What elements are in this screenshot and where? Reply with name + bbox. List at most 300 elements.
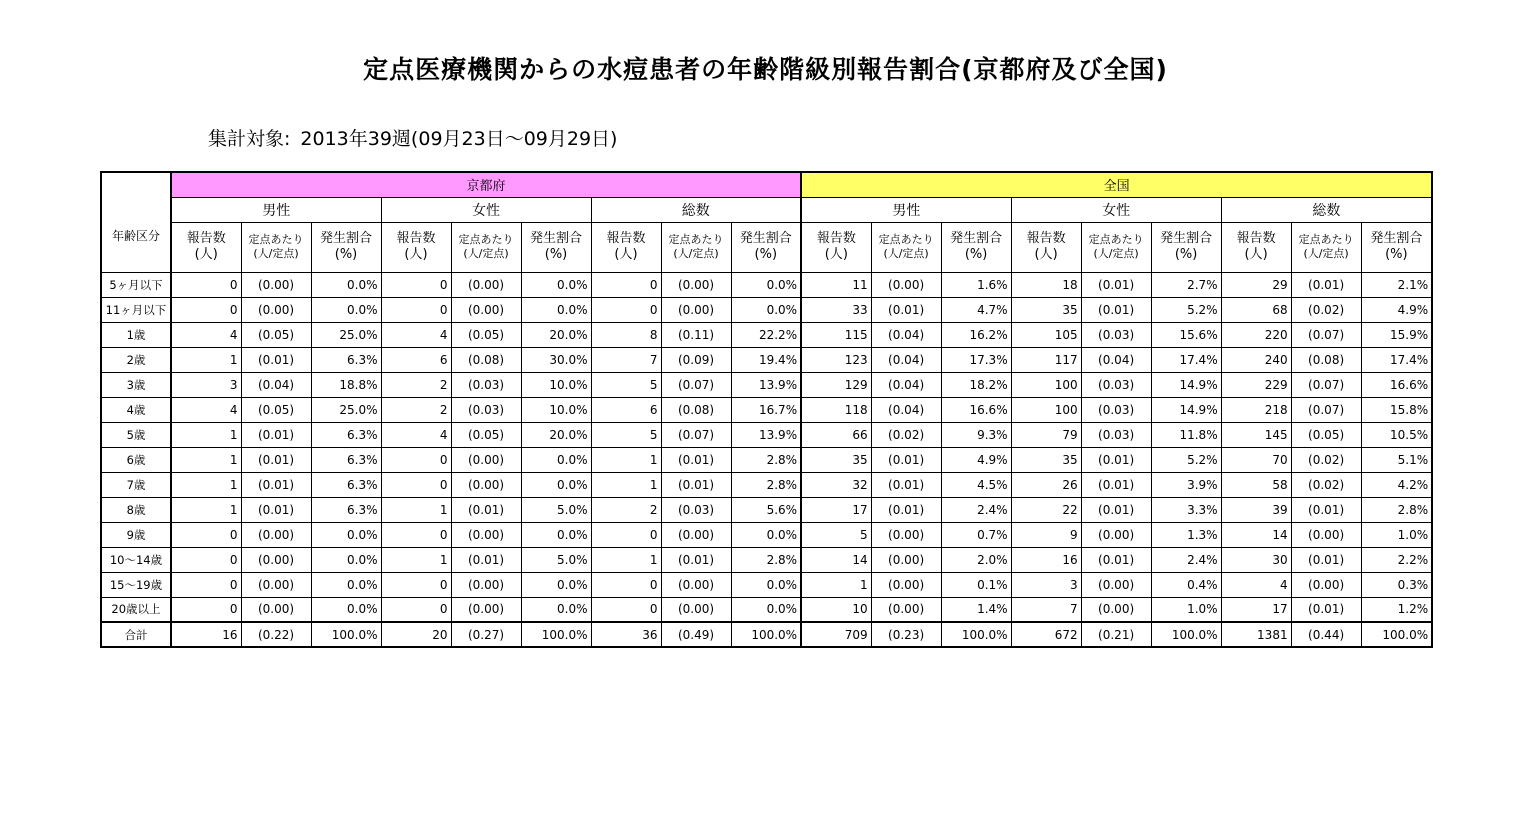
- ratio-cell: 0.0%: [521, 447, 591, 472]
- report-count-cell: 16: [1011, 547, 1081, 572]
- per-site-cell: (0.01): [661, 547, 731, 572]
- per-site-cell: (0.01): [871, 497, 941, 522]
- report-count-cell: 2: [381, 372, 451, 397]
- report-count-cell: 16: [171, 622, 241, 647]
- report-count-cell: 0: [591, 597, 661, 622]
- report-count-cell: 0: [171, 272, 241, 297]
- subheader-reports-label: 報告数: [606, 231, 646, 246]
- report-count-cell: 3: [1011, 572, 1081, 597]
- per-site-cell: (0.44): [1291, 622, 1361, 647]
- ratio-cell: 17.4%: [1361, 347, 1432, 372]
- ratio-cell: 1.0%: [1151, 597, 1221, 622]
- period-label: 集計対象:: [208, 128, 291, 150]
- report-count-cell: 26: [1011, 472, 1081, 497]
- table-row: [101, 547, 1432, 572]
- report-count-cell: 0: [591, 272, 661, 297]
- report-count-cell: 3: [171, 372, 241, 397]
- subheader-per-site-label: 定点あたり: [1298, 233, 1354, 246]
- ratio-cell: 14.9%: [1151, 397, 1221, 422]
- report-count-cell: 7: [591, 347, 661, 372]
- per-site-cell: (0.00): [1081, 597, 1151, 622]
- per-site-cell: (0.01): [241, 447, 311, 472]
- report-count-cell: 0: [591, 522, 661, 547]
- ratio-cell: 2.1%: [1361, 272, 1432, 297]
- per-site-cell: (0.01): [241, 422, 311, 447]
- ratio-cell: 30.0%: [521, 347, 591, 372]
- subheader-per-site: [1081, 222, 1151, 272]
- report-count-cell: 14: [801, 547, 871, 572]
- report-count-cell: 1: [381, 547, 451, 572]
- table-row: [101, 372, 1432, 397]
- per-site-cell: (0.01): [1081, 547, 1151, 572]
- ratio-cell: 6.3%: [311, 497, 381, 522]
- ratio-cell: 13.9%: [731, 422, 801, 447]
- per-site-cell: (0.00): [451, 272, 521, 297]
- report-count-cell: 1: [591, 547, 661, 572]
- per-site-cell: (0.23): [871, 622, 941, 647]
- report-count-cell: 229: [1221, 372, 1291, 397]
- report-count-cell: 35: [1011, 447, 1081, 472]
- ratio-cell: 0.0%: [731, 572, 801, 597]
- per-site-cell: (0.00): [1081, 522, 1151, 547]
- report-count-cell: 2: [591, 497, 661, 522]
- ratio-cell: 15.9%: [1361, 322, 1432, 347]
- report-count-cell: 4: [171, 322, 241, 347]
- subheader-reports-label: 報告数: [1026, 231, 1066, 246]
- ratio-cell: 0.0%: [731, 522, 801, 547]
- per-site-cell: (0.00): [451, 597, 521, 622]
- report-count-cell: 5: [591, 372, 661, 397]
- report-count-cell: 0: [381, 447, 451, 472]
- subheader-ratio-label: 発生割合: [319, 231, 372, 246]
- age-group-report-table: [100, 171, 1433, 648]
- ratio-cell: 5.2%: [1151, 447, 1221, 472]
- per-site-cell: (0.01): [451, 547, 521, 572]
- subheader-per-site-unit: (人/定点): [673, 247, 719, 260]
- report-count-cell: 118: [801, 397, 871, 422]
- ratio-cell: 0.7%: [941, 522, 1011, 547]
- subheader-ratio-unit: (%): [544, 247, 568, 262]
- report-count-cell: 6: [381, 347, 451, 372]
- per-site-cell: (0.01): [871, 472, 941, 497]
- subheader-per-site-label: 定点あたり: [878, 233, 934, 246]
- per-site-cell: (0.05): [451, 322, 521, 347]
- per-site-cell: (0.01): [451, 497, 521, 522]
- report-count-cell: 100: [1011, 372, 1081, 397]
- per-site-cell: (0.01): [871, 447, 941, 472]
- ratio-cell: 10.0%: [521, 372, 591, 397]
- ratio-cell: 100.0%: [731, 622, 801, 647]
- report-count-cell: 0: [381, 297, 451, 322]
- per-site-cell: (0.49): [661, 622, 731, 647]
- report-count-cell: 220: [1221, 322, 1291, 347]
- per-site-cell: (0.00): [661, 597, 731, 622]
- table-row: [101, 572, 1432, 597]
- per-site-cell: (0.01): [661, 447, 731, 472]
- ratio-cell: 18.8%: [311, 372, 381, 397]
- per-site-cell: (0.01): [1291, 272, 1361, 297]
- sex-header-kyoto-female: 女性: [381, 197, 591, 222]
- region-header-kyoto: 京都府: [171, 172, 801, 197]
- table-row: [101, 397, 1432, 422]
- table-row: [101, 597, 1432, 622]
- table-row: [101, 297, 1432, 322]
- per-site-cell: (0.03): [451, 397, 521, 422]
- ratio-cell: 5.0%: [521, 497, 591, 522]
- ratio-cell: 2.0%: [941, 547, 1011, 572]
- report-count-cell: 70: [1221, 447, 1291, 472]
- report-count-cell: 9: [1011, 522, 1081, 547]
- subheader-reports-label: 報告数: [396, 231, 436, 246]
- ratio-cell: 19.4%: [731, 347, 801, 372]
- subheader-ratio-unit: (%): [964, 247, 988, 262]
- report-count-cell: 672: [1011, 622, 1081, 647]
- subheader-reports: [591, 222, 661, 272]
- ratio-cell: 1.4%: [941, 597, 1011, 622]
- per-site-cell: (0.09): [661, 347, 731, 372]
- ratio-cell: 2.4%: [941, 497, 1011, 522]
- per-site-cell: (0.01): [1081, 272, 1151, 297]
- ratio-cell: 15.8%: [1361, 397, 1432, 422]
- report-count-cell: 0: [171, 572, 241, 597]
- ratio-cell: 17.4%: [1151, 347, 1221, 372]
- report-count-cell: 4: [381, 422, 451, 447]
- ratio-cell: 5.6%: [731, 497, 801, 522]
- sex-header-kyoto-male: 男性: [171, 197, 381, 222]
- per-site-cell: (0.01): [241, 472, 311, 497]
- ratio-cell: 0.4%: [1151, 572, 1221, 597]
- ratio-cell: 14.9%: [1151, 372, 1221, 397]
- report-count-cell: 5: [591, 422, 661, 447]
- report-count-cell: 39: [1221, 497, 1291, 522]
- report-count-cell: 22: [1011, 497, 1081, 522]
- per-site-cell: (0.05): [241, 397, 311, 422]
- per-site-cell: (0.00): [451, 447, 521, 472]
- subheader-per-site: [1291, 222, 1361, 272]
- ratio-cell: 0.0%: [521, 522, 591, 547]
- subheader-per-site: [661, 222, 731, 272]
- subheader-ratio-label: 発生割合: [950, 231, 1003, 246]
- report-count-cell: 218: [1221, 397, 1291, 422]
- per-site-cell: (0.01): [661, 472, 731, 497]
- report-count-cell: 115: [801, 322, 871, 347]
- ratio-cell: 0.1%: [941, 572, 1011, 597]
- per-site-cell: (0.02): [871, 422, 941, 447]
- report-count-cell: 129: [801, 372, 871, 397]
- report-count-cell: 33: [801, 297, 871, 322]
- per-site-cell: (0.00): [451, 472, 521, 497]
- per-site-cell: (0.07): [1291, 397, 1361, 422]
- per-site-cell: (0.04): [871, 372, 941, 397]
- per-site-cell: (0.21): [1081, 622, 1151, 647]
- per-site-cell: (0.03): [1081, 397, 1151, 422]
- subheader-per-site: [451, 222, 521, 272]
- ratio-cell: 3.3%: [1151, 497, 1221, 522]
- age-group-cell: 2歳: [101, 347, 171, 372]
- ratio-cell: 25.0%: [311, 397, 381, 422]
- subheader-reports: [1221, 222, 1291, 272]
- per-site-cell: (0.00): [451, 297, 521, 322]
- subheader-reports: [381, 222, 451, 272]
- ratio-cell: 2.7%: [1151, 272, 1221, 297]
- table-row: [101, 422, 1432, 447]
- ratio-cell: 1.3%: [1151, 522, 1221, 547]
- per-site-cell: (0.04): [871, 347, 941, 372]
- ratio-cell: 1.0%: [1361, 522, 1432, 547]
- subheader-ratio-label: 発生割合: [529, 231, 582, 246]
- subheader-per-site-unit: (人/定点): [253, 247, 299, 260]
- report-count-cell: 1: [171, 472, 241, 497]
- subheader-reports-label: 報告数: [816, 231, 856, 246]
- table-row: [101, 347, 1432, 372]
- per-site-cell: (0.07): [661, 372, 731, 397]
- subheader-reports-label: 報告数: [186, 231, 226, 246]
- per-site-cell: (0.05): [451, 422, 521, 447]
- report-count-cell: 36: [591, 622, 661, 647]
- ratio-cell: 10.0%: [521, 397, 591, 422]
- subheader-reports: [171, 222, 241, 272]
- subheader-reports-unit: (人): [614, 247, 638, 262]
- per-site-cell: (0.11): [661, 322, 731, 347]
- report-count-cell: 14: [1221, 522, 1291, 547]
- age-group-cell: 8歳: [101, 497, 171, 522]
- subheader-per-site-unit: (人/定点): [883, 247, 929, 260]
- ratio-cell: 0.0%: [311, 572, 381, 597]
- report-count-cell: 1: [171, 497, 241, 522]
- ratio-cell: 4.5%: [941, 472, 1011, 497]
- ratio-cell: 2.2%: [1361, 547, 1432, 572]
- per-site-cell: (0.08): [1291, 347, 1361, 372]
- period-value: 2013年39週(09月23日～09月29日): [300, 128, 618, 150]
- per-site-cell: (0.01): [1291, 597, 1361, 622]
- per-site-cell: (0.03): [1081, 422, 1151, 447]
- per-site-cell: (0.04): [241, 372, 311, 397]
- ratio-cell: 0.0%: [731, 272, 801, 297]
- ratio-cell: 0.0%: [521, 272, 591, 297]
- report-count-cell: 709: [801, 622, 871, 647]
- report-count-cell: 29: [1221, 272, 1291, 297]
- ratio-cell: 0.0%: [731, 597, 801, 622]
- per-site-cell: (0.01): [1291, 547, 1361, 572]
- age-group-cell: 1歳: [101, 322, 171, 347]
- per-site-cell: (0.00): [1291, 522, 1361, 547]
- per-site-cell: (0.04): [871, 322, 941, 347]
- per-site-cell: (0.01): [1291, 497, 1361, 522]
- period-line: [208, 124, 627, 151]
- report-count-cell: 0: [171, 547, 241, 572]
- subheader-ratio: [731, 222, 801, 272]
- report-count-cell: 0: [381, 572, 451, 597]
- report-count-cell: 35: [801, 447, 871, 472]
- ratio-cell: 25.0%: [311, 322, 381, 347]
- per-site-cell: (0.00): [241, 272, 311, 297]
- ratio-cell: 16.6%: [941, 397, 1011, 422]
- ratio-cell: 22.2%: [731, 322, 801, 347]
- report-count-cell: 0: [171, 522, 241, 547]
- age-group-cell: 9歳: [101, 522, 171, 547]
- ratio-cell: 5.0%: [521, 547, 591, 572]
- table-row: [101, 447, 1432, 472]
- per-site-cell: (0.00): [661, 572, 731, 597]
- report-count-cell: 100: [1011, 397, 1081, 422]
- age-group-cell: 11ヶ月以下: [101, 297, 171, 322]
- per-site-cell: (0.03): [1081, 372, 1151, 397]
- per-site-cell: (0.00): [871, 547, 941, 572]
- per-site-cell: (0.01): [1081, 497, 1151, 522]
- age-group-cell: 4歳: [101, 397, 171, 422]
- subheader-reports: [1011, 222, 1081, 272]
- ratio-cell: 20.0%: [521, 322, 591, 347]
- subheader-per-site-unit: (人/定点): [463, 247, 509, 260]
- ratio-cell: 6.3%: [311, 472, 381, 497]
- subheader-per-site: [241, 222, 311, 272]
- ratio-cell: 2.8%: [731, 472, 801, 497]
- per-site-cell: (0.00): [1291, 572, 1361, 597]
- subheader-ratio: [1151, 222, 1221, 272]
- ratio-cell: 4.9%: [1361, 297, 1432, 322]
- ratio-cell: 6.3%: [311, 447, 381, 472]
- ratio-cell: 16.2%: [941, 322, 1011, 347]
- subheader-ratio-label: 発生割合: [739, 231, 792, 246]
- per-site-cell: (0.05): [1291, 422, 1361, 447]
- ratio-cell: 15.6%: [1151, 322, 1221, 347]
- page-title: 定点医療機関からの水痘患者の年齢階級別報告割合(京都府及び全国): [363, 55, 1168, 84]
- per-site-cell: (0.07): [1291, 322, 1361, 347]
- ratio-cell: 4.7%: [941, 297, 1011, 322]
- per-site-cell: (0.01): [1081, 472, 1151, 497]
- per-site-cell: (0.05): [241, 322, 311, 347]
- ratio-cell: 100.0%: [941, 622, 1011, 647]
- subheader-reports-unit: (人): [194, 247, 218, 262]
- ratio-cell: 4.9%: [941, 447, 1011, 472]
- subheader-ratio: [941, 222, 1011, 272]
- report-count-cell: 30: [1221, 547, 1291, 572]
- report-count-cell: 1: [591, 472, 661, 497]
- report-count-cell: 6: [591, 397, 661, 422]
- per-site-cell: (0.03): [1081, 322, 1151, 347]
- subheader-ratio: [521, 222, 591, 272]
- per-site-cell: (0.03): [451, 372, 521, 397]
- report-count-cell: 105: [1011, 322, 1081, 347]
- subheader-reports-label: 報告数: [1236, 231, 1276, 246]
- ratio-cell: 20.0%: [521, 422, 591, 447]
- ratio-cell: 2.8%: [731, 447, 801, 472]
- per-site-cell: (0.01): [241, 497, 311, 522]
- subheader-reports: [801, 222, 871, 272]
- ratio-cell: 100.0%: [1151, 622, 1221, 647]
- report-count-cell: 17: [801, 497, 871, 522]
- per-site-cell: (0.00): [241, 572, 311, 597]
- per-site-cell: (0.00): [451, 522, 521, 547]
- report-count-cell: 17: [1221, 597, 1291, 622]
- report-count-cell: 0: [381, 522, 451, 547]
- subheader-ratio-unit: (%): [1174, 247, 1198, 262]
- per-site-cell: (0.04): [871, 397, 941, 422]
- report-count-cell: 32: [801, 472, 871, 497]
- report-count-cell: 0: [381, 272, 451, 297]
- report-count-cell: 1381: [1221, 622, 1291, 647]
- per-site-cell: (0.01): [1081, 447, 1151, 472]
- report-count-cell: 11: [801, 272, 871, 297]
- per-site-cell: (0.00): [871, 272, 941, 297]
- age-group-cell: 5歳: [101, 422, 171, 447]
- report-count-cell: 66: [801, 422, 871, 447]
- subheader-ratio-label: 発生割合: [1160, 231, 1213, 246]
- age-group-cell: 合計: [101, 622, 171, 647]
- ratio-cell: 1.6%: [941, 272, 1011, 297]
- sex-header-kyoto-total: 総数: [591, 197, 801, 222]
- per-site-cell: (0.08): [451, 347, 521, 372]
- report-count-cell: 68: [1221, 297, 1291, 322]
- ratio-cell: 100.0%: [1361, 622, 1432, 647]
- per-site-cell: (0.01): [1081, 297, 1151, 322]
- ratio-cell: 0.0%: [311, 597, 381, 622]
- per-site-cell: (0.02): [1291, 297, 1361, 322]
- report-count-cell: 0: [381, 472, 451, 497]
- age-group-cell: 20歳以上: [101, 597, 171, 622]
- subheader-reports-unit: (人): [1034, 247, 1058, 262]
- table-row: [101, 272, 1432, 297]
- ratio-cell: 0.0%: [521, 472, 591, 497]
- ratio-cell: 3.9%: [1151, 472, 1221, 497]
- per-site-cell: (0.01): [241, 347, 311, 372]
- ratio-cell: 16.7%: [731, 397, 801, 422]
- ratio-cell: 6.3%: [311, 422, 381, 447]
- ratio-cell: 0.0%: [311, 522, 381, 547]
- per-site-cell: (0.04): [1081, 347, 1151, 372]
- subheader-ratio-unit: (%): [754, 247, 778, 262]
- subheader-ratio: [1361, 222, 1432, 272]
- per-site-cell: (0.02): [1291, 472, 1361, 497]
- age-group-cell: 5ヶ月以下: [101, 272, 171, 297]
- subheader-per-site-label: 定点あたり: [668, 233, 724, 246]
- age-column-header: 年齢区分: [101, 172, 171, 272]
- ratio-cell: 0.0%: [521, 572, 591, 597]
- report-count-cell: 2: [381, 397, 451, 422]
- table-total-row: [101, 622, 1432, 647]
- report-count-cell: 5: [801, 522, 871, 547]
- table-row: [101, 322, 1432, 347]
- age-group-cell: 7歳: [101, 472, 171, 497]
- region-header-zenkoku: 全国: [801, 172, 1432, 197]
- ratio-cell: 5.1%: [1361, 447, 1432, 472]
- report-count-cell: 8: [591, 322, 661, 347]
- subheader-per-site-unit: (人/定点): [1093, 247, 1139, 260]
- sex-header-zenkoku-male: 男性: [801, 197, 1011, 222]
- per-site-cell: (0.00): [871, 572, 941, 597]
- age-group-cell: 6歳: [101, 447, 171, 472]
- per-site-cell: (0.08): [661, 397, 731, 422]
- age-group-cell: 15～19歳: [101, 572, 171, 597]
- ratio-cell: 1.2%: [1361, 597, 1432, 622]
- per-site-cell: (0.00): [241, 297, 311, 322]
- report-count-cell: 20: [381, 622, 451, 647]
- report-count-cell: 1: [591, 447, 661, 472]
- ratio-cell: 16.6%: [1361, 372, 1432, 397]
- report-count-cell: 10: [801, 597, 871, 622]
- ratio-cell: 4.2%: [1361, 472, 1432, 497]
- report-count-cell: 123: [801, 347, 871, 372]
- ratio-cell: 100.0%: [311, 622, 381, 647]
- ratio-cell: 9.3%: [941, 422, 1011, 447]
- per-site-cell: (0.00): [661, 272, 731, 297]
- ratio-cell: 2.8%: [1361, 497, 1432, 522]
- ratio-cell: 6.3%: [311, 347, 381, 372]
- ratio-cell: 17.3%: [941, 347, 1011, 372]
- per-site-cell: (0.22): [241, 622, 311, 647]
- subheader-ratio-label: 発生割合: [1370, 231, 1423, 246]
- per-site-cell: (0.00): [241, 597, 311, 622]
